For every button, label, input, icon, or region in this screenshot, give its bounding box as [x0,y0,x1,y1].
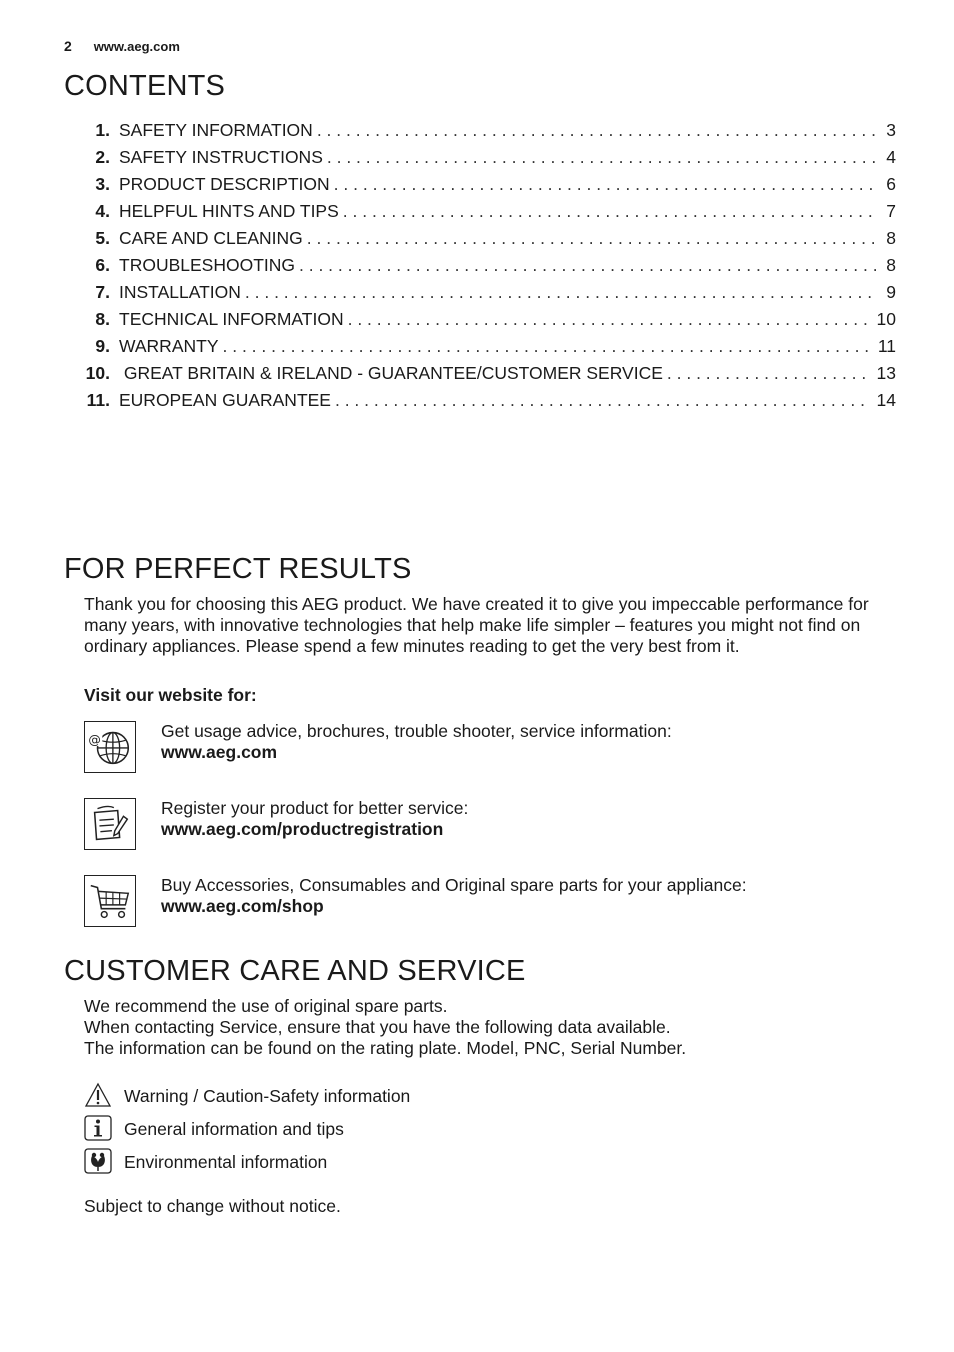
web-item-shop [84,875,899,931]
toc-page: 9 [886,282,896,302]
table-of-contents [80,120,896,417]
toc-page: 4 [886,147,896,167]
web-item-text: Register your product for better service: [161,798,469,818]
toc-leader [245,282,876,303]
web-item-link[interactable]: www.aeg.com/productregistration [161,819,444,839]
care-line: When contacting Service, ensure that you have the following data available. [84,1017,671,1037]
toc-leader [335,390,871,411]
toc-row[interactable] [80,120,896,147]
toc-row[interactable] [80,336,896,363]
toc-leader [307,228,876,249]
svg-text:@: @ [88,732,101,748]
toc-leader [223,336,872,357]
toc-page: 14 [876,390,896,410]
toc-number: 8. [95,309,110,329]
change-notice: Subject to change without notice. [84,1196,341,1216]
toc-number: 7. [95,282,110,302]
toc-leader [327,147,876,168]
toc-title: HELPFUL HINTS AND TIPS [119,201,339,221]
web-item-advice [84,721,899,777]
toc-title: PRODUCT DESCRIPTION [119,174,330,194]
toc-row[interactable] [80,255,896,282]
care-line: We recommend the use of original spare parts. [84,996,448,1016]
intro-paragraph: Thank you for choosing this AEG product. We have created it to give you impeccable performance for many years, with innovative technologies that help make life simpler – features you might not find on ordinary appliances. Please spend a few minutes reading to get the very best from it. [84,594,869,656]
toc-leader [299,255,876,276]
toc-number: 10. [85,363,110,383]
toc-title: EUROPEAN GUARANTEE [119,390,331,410]
toc-title: CARE AND CLEANING [119,228,303,248]
header-url[interactable]: www.aeg.com [93,39,180,54]
toc-leader [343,201,876,222]
toc-title: WARRANTY [119,336,219,356]
toc-number: 5. [95,228,110,248]
info-icon [84,1115,112,1141]
globe-at-icon [84,721,136,773]
toc-leader [348,309,871,330]
toc-page: 7 [886,201,896,221]
toc-row[interactable] [80,363,896,390]
results-heading: FOR PERFECT RESULTS [64,553,412,585]
environment-leaf-icon [84,1148,112,1174]
page-number: 2 [64,38,72,54]
toc-row[interactable] [80,201,896,228]
toc-row[interactable] [80,228,896,255]
toc-number: 3. [95,174,110,194]
toc-title: SAFETY INSTRUCTIONS [119,147,323,167]
toc-number: 4. [95,201,110,221]
toc-page: 8 [886,255,896,275]
toc-number: 1. [95,120,110,140]
toc-title: TECHNICAL INFORMATION [119,309,344,329]
contents-heading: CONTENTS [64,70,226,102]
legend-label: Environmental information [124,1152,328,1172]
care-line: The information can be found on the rating plate. Model, PNC, Serial Number. [84,1038,687,1058]
toc-leader [334,174,876,195]
toc-page: 8 [886,228,896,248]
toc-page: 6 [886,174,896,194]
page-header [64,38,180,54]
toc-leader [317,120,876,141]
customer-care-text [84,996,899,1059]
toc-number: 6. [95,255,110,275]
legend-label: Warning / Caution-Safety information [124,1086,411,1106]
toc-page: 3 [886,120,896,140]
web-item-text: Buy Accessories, Consumables and Original spare parts for your appliance: [161,875,747,895]
web-item-register [84,798,899,854]
toc-row[interactable] [80,309,896,336]
toc-row[interactable] [80,147,896,174]
toc-row[interactable] [80,174,896,201]
web-item-link[interactable]: www.aeg.com [161,742,278,762]
legend-label: General information and tips [124,1119,344,1139]
toc-number: 11. [86,390,110,410]
warning-triangle-icon [84,1082,112,1108]
toc-page: 10 [876,309,896,329]
shopping-cart-icon [84,875,136,927]
legend-environment [84,1148,684,1176]
toc-title: SAFETY INFORMATION [119,120,313,140]
toc-title: TROUBLESHOOTING [119,255,295,275]
toc-title: INSTALLATION [119,282,241,302]
legend-warning [84,1082,684,1110]
toc-row[interactable] [80,282,896,309]
toc-leader [667,363,871,384]
toc-page: 11 [877,336,896,356]
web-item-link[interactable]: www.aeg.com/shop [161,896,324,916]
toc-row[interactable] [80,390,896,417]
web-item-text: Get usage advice, brochures, trouble shooter, service information: [161,721,672,741]
toc-page: 13 [876,363,896,383]
visit-website-heading: Visit our website for: [84,685,257,705]
registration-form-icon [84,798,136,850]
toc-number: 2. [95,147,110,167]
toc-title: GREAT BRITAIN & IRELAND - GUARANTEE/CUSTOMER SERVICE [119,363,663,383]
toc-number: 9. [95,336,110,356]
legend-info [84,1115,684,1143]
customer-care-heading: CUSTOMER CARE AND SERVICE [64,955,526,987]
